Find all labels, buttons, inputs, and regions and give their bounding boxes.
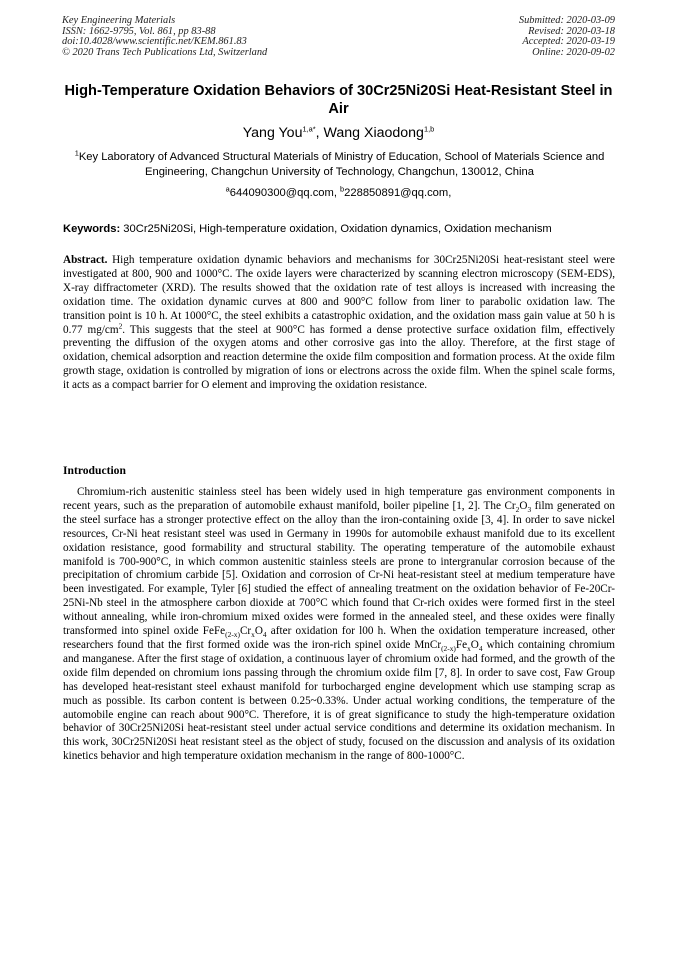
date-online: Online: 2020-09-02: [532, 46, 615, 58]
subscript: (2-x): [441, 644, 456, 654]
publication-dates: [519, 16, 615, 58]
date-revised: Revised: 2020-03-18: [528, 25, 615, 37]
body-text: Chromium-rich austenitic stainless steel has been widely used in high temperature gas environment components in recent years, such as the preparation of automobile exhaust manifold, boiler pipeline [1, 2]. The Cr: [63, 486, 615, 512]
subscript: (2-x): [225, 630, 240, 640]
subscript: x: [251, 630, 255, 640]
affiliation-mark: 1: [74, 148, 79, 158]
author-affiliation-mark: 1,b: [423, 124, 435, 134]
affiliation: [72, 150, 607, 180]
abstract: [63, 254, 615, 393]
author-separator: ,: [315, 125, 324, 141]
introduction-text: [63, 486, 615, 764]
email-link[interactable]: 644090300@qq.com,: [229, 187, 341, 199]
author-emails: [62, 186, 615, 200]
abstract-text: High temperature oxidation dynamic behaviors and mechanisms for 30Cr25Ni20Si heat-resistant steel were investigated at 800, 900 and 1000°C. The oxide layers were characterized by scanning electron microscopy (SEM-EDS), X-ray diffractometer (XRD). The results showed that the oxidation rate of test alloys is increased with increasing the oxidation time. The oxidation dynamic curves at 800 and 900°C follow from liner to parabolic oxidation law. The transition point is 10 h. At 1000°C, the steel exhibits a catastrophic oxidation, and the oxidation mass gain value at 50 h is 0.77 mg/cm: [63, 254, 615, 336]
email-mark: b: [340, 184, 345, 194]
date-submitted: Submitted: 2020-03-09: [518, 15, 615, 26]
author-list: [62, 124, 615, 142]
superscript: 2: [118, 320, 123, 330]
journal-name: Key Engineering Materials: [62, 15, 176, 26]
author-name: Wang Xiaodong: [323, 125, 424, 141]
date-accepted: Accepted: 2020-03-19: [522, 36, 615, 48]
abstract-text: . This suggests that the steel at 900°C has formed a dense protective surface oxidation film, effectively preventing the diffusion of the oxygen atoms and other corrosive gas into the alloy. Therefore, at the first stage of oxidation, chemical adsorption and reaction determine the oxide film composition and formation process. At the oxide film growth stage, oxidation is controlled by migration of ions or electrons across the oxide film. When the spinel scale forms, it acts as a compact barrier for O element and improving the oxidation resistance.: [63, 323, 615, 392]
keywords: [63, 222, 616, 236]
abstract-label: Abstract.: [63, 254, 108, 266]
email-link[interactable]: 228850891@qq.com,: [344, 187, 452, 199]
email-mark: a: [225, 184, 230, 194]
body-text: Fe: [455, 638, 468, 651]
subscript: x: [467, 644, 471, 654]
journal-copyright: © 2020 Trans Tech Publications Ltd, Switzerland: [62, 46, 268, 58]
subscript: 3: [527, 505, 532, 515]
author-affiliation-mark: 1,a*: [302, 124, 316, 134]
journal-info: [62, 16, 267, 58]
body-text: film generated on the steel surface has a stronger protective effect on the alloy than the iron-containing oxide [3, 4]. In order to save nickel resources, Cr-Ni heat resistant steel was used in Germany in 1990s for automobile exhaust manifold due to its excellent oxidation resistance, good formability and structural stability. The operating temperature of the automobile exhaust manifold is 700-900°C, in which common austenitic stainless steels are prone to intergranular corrosion because of the precipitation of chromium carbide [5]. Oxidation and corrosion of Cr-Ni heat-resistant steel at medium temperature have been investigated. For example, Tyler [6] studied the effect of annealing treatment on the oxidation behavior of Fe-20Cr-25Ni-Nb steel in the atmosphere carbon dioxide at 700°C which found that Cr-rich oxides were formed first in the steel without annealing, while iron-chromium mixed oxides were formed in the annealed steel, and these oxides were finally transformed into spinel oxide FeFe: [63, 499, 615, 638]
section-heading: Introduction: [63, 464, 126, 477]
body-text: which containing chromium and manganese. After the first stage of oxidation, a continuous layer of chromium oxide had formed, and the growth of the oxide film depended on chromium ions passing through the chromium oxide film [7, 8]. In order to save cost, Faw Group has developed heat-resistant steel exhaust manifold for turbocharged engine development which use stamping scrap as much as possible. Its carbon content is between 0.25~0.33%. Under actual working conditions, the temperature of the automobile engine can reach about 900°C. Therefore, it is of great significance to study the high-temperature oxidation behavior of 30Cr25Ni20Si heat-resistant steel under actual service conditions and determine its oxidation mechanism. In this work, 30Cr25Ni20Si heat resistant steel as the object of study, focused on the discussion and analysis of its oxidation kinetics behavior and high temperature oxidation mechanism in the range of 800-1000°C.: [63, 638, 615, 763]
author-name: Yang You: [242, 125, 303, 141]
journal-doi: doi:10.4028/www.scientific.net/KEM.861.83: [62, 36, 247, 48]
keywords-label: Keywords:: [63, 223, 121, 235]
subscript: 4: [262, 630, 267, 640]
body-text: O: [519, 499, 528, 512]
body-text: Cr: [239, 625, 252, 638]
body-text: after oxidation for l00 h. When the oxidation temperature increased, other researchers found that the first formed oxide was the iron-rich spinel oxide MnCr: [63, 625, 615, 651]
body-text: O: [470, 638, 479, 651]
subscript: 4: [478, 644, 483, 654]
keywords-text: 30Cr25Ni20Si, High-temperature oxidation, Oxidation dynamics, Oxidation mechanism: [120, 223, 552, 235]
body-text: O: [254, 625, 263, 638]
journal-issn: ISSN: 1662-9795, Vol. 861, pp 83-88: [62, 25, 216, 37]
subscript: 2: [515, 505, 520, 515]
affiliation-text: Key Laboratory of Advanced Structural Materials of Ministry of Education, School of Materials Science and Engineering, Changchun University of Technology, Changchun, 130012, China: [78, 151, 605, 178]
paper-title: High-Temperature Oxidation Behaviors of 30Cr25Ni20Si Heat-Resistant Steel in Air: [64, 83, 613, 117]
